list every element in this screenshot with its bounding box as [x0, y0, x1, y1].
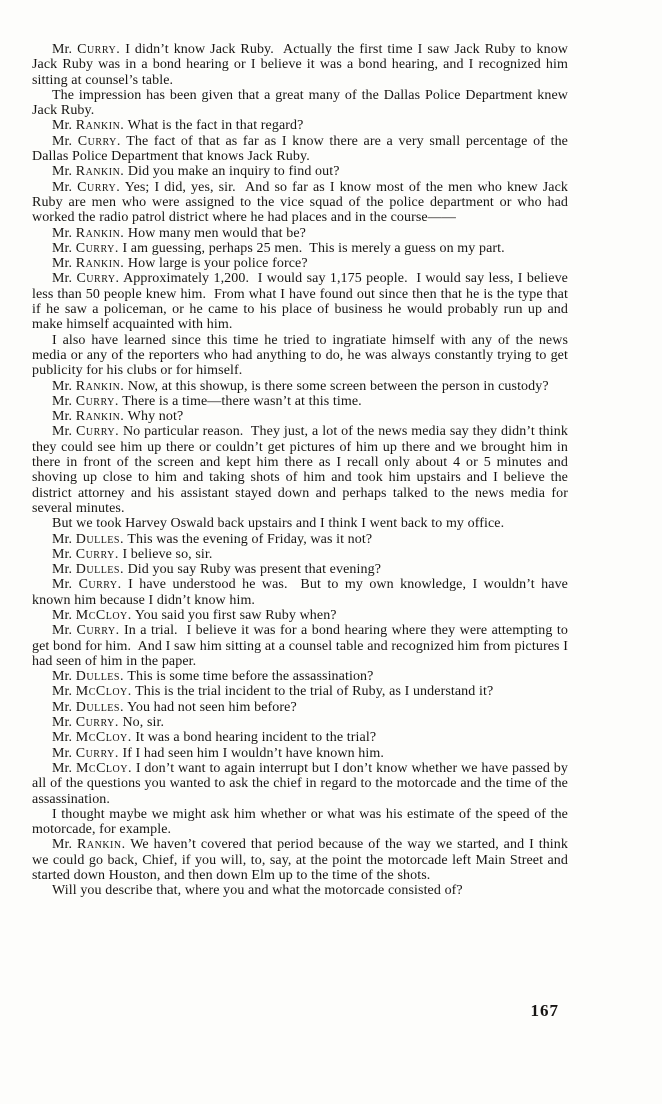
- transcript-paragraph: [32, 180, 568, 226]
- paragraph-text: Did you make an inquiry to find out?: [127, 164, 340, 180]
- paragraph-text: Now, at this showup, is there some screen between the person in custody?: [127, 378, 549, 394]
- speaker-label: [52, 532, 124, 547]
- speaker-name: McCloy.: [75, 607, 132, 623]
- speaker-label: [52, 562, 124, 577]
- speaker-name: Rankin.: [75, 409, 125, 425]
- speaker-label: [52, 715, 119, 730]
- transcript-paragraph: [32, 88, 568, 119]
- speaker-label: [52, 164, 124, 179]
- speaker-prefix: Mr.: [52, 118, 73, 134]
- speaker-prefix: Mr.: [52, 240, 73, 256]
- transcript-paragraph: [32, 684, 568, 699]
- speaker-prefix: Mr.: [52, 669, 73, 685]
- transcript-paragraph: [32, 669, 568, 684]
- speaker-label: [52, 134, 121, 149]
- speaker-prefix: Mr.: [52, 562, 73, 578]
- speaker-prefix: Mr.: [52, 409, 73, 425]
- speaker-name: Curry.: [75, 546, 119, 562]
- speaker-label: [52, 608, 132, 623]
- speaker-prefix: Mr.: [52, 164, 73, 180]
- speaker-prefix: Mr.: [52, 577, 73, 593]
- paragraph-text: Yes; I did, yes, sir. And so far as I know most of the men who knew Jack Ruby are men who were assigned to the vice squad of the police department or who had worked the radio patrol district where he had places and in the course——: [32, 179, 568, 226]
- transcript-paragraph: [32, 394, 568, 409]
- transcript-paragraph: [32, 761, 568, 807]
- transcript-paragraph: [32, 424, 568, 516]
- speaker-name: Rankin.: [75, 118, 125, 134]
- speaker-name: McCloy.: [75, 760, 132, 776]
- speaker-name: McCloy.: [75, 684, 132, 700]
- speaker-name: Curry.: [78, 577, 122, 593]
- speaker-name: Rankin.: [75, 164, 125, 180]
- speaker-name: Curry.: [75, 745, 119, 761]
- paragraph-text: I also have learned since this time he tried to ingratiate himself with any of the news media or any of the reporters who had anything to do, he was always constantly trying to get publicity for his clubs or for himself.: [32, 332, 568, 379]
- paragraph-text: The fact of that as far as I know there are a very small percentage of the Dallas Police Department that knows Jack Ruby.: [32, 133, 568, 165]
- speaker-label: [52, 226, 124, 241]
- transcript-paragraph: [32, 608, 568, 623]
- speaker-prefix: Mr.: [52, 546, 73, 562]
- paragraph-text: I don’t want to again interrupt but I don’t know whether we have passed by all of the questions you wanted to ask the chief in regard to the motorcade and the time of the assassination.: [32, 760, 568, 807]
- transcript-paragraph: [32, 241, 568, 256]
- speaker-prefix: Mr.: [52, 607, 73, 623]
- paragraph-text: You had not seen him before?: [127, 699, 297, 715]
- speaker-label: [52, 180, 120, 195]
- speaker-prefix: Mr.: [52, 730, 73, 746]
- paragraph-text: I thought maybe we might ask him whether or what was his estimate of the speed of the motorcade, for example.: [32, 806, 568, 838]
- paragraph-text: You said you first saw Ruby when?: [134, 607, 337, 623]
- speaker-label: [52, 837, 126, 852]
- paragraph-text: I have understood he was. But to my own knowledge, I wouldn’t have known him because I didn’t know him.: [32, 577, 568, 608]
- speaker-prefix: Mr.: [52, 699, 73, 715]
- speaker-label: [52, 241, 119, 256]
- paragraph-text: How many men would that be?: [127, 225, 306, 241]
- speaker-name: Curry.: [77, 133, 121, 149]
- paragraph-text: In a trial. I believe it was for a bond hearing where they were attempting to get bond for him. And I saw him sitting at a counsel table and recognized him from pictures I had seen of him in the paper.: [32, 623, 568, 669]
- speaker-label: [52, 394, 119, 409]
- transcript-paragraph: [32, 715, 568, 730]
- transcript-paragraph: [32, 577, 568, 608]
- paragraph-text: I didn’t know Jack Ruby. Actually the first time I saw Jack Ruby to know Jack Ruby was in a bond hearing or I believe it was a bond hearing, and I recognized him sitting at counsel’s table.: [32, 42, 568, 88]
- transcript-paragraph: [32, 883, 568, 898]
- speaker-name: Curry.: [76, 424, 120, 440]
- transcript-paragraph: [32, 379, 568, 394]
- speaker-prefix: Mr.: [52, 225, 73, 241]
- speaker-label: [52, 700, 124, 715]
- speaker-name: McCloy.: [75, 730, 132, 746]
- speaker-name: Curry.: [75, 393, 119, 409]
- speaker-prefix: Mr.: [52, 271, 73, 287]
- speaker-label: [52, 669, 124, 684]
- paragraph-text: Why not?: [127, 409, 184, 425]
- paragraph-text: What is the fact in that regard?: [127, 118, 304, 134]
- speaker-label: [52, 547, 119, 562]
- transcript-paragraph: [32, 118, 568, 133]
- speaker-name: Curry.: [77, 179, 121, 195]
- transcript-paragraph: [32, 409, 568, 424]
- speaker-prefix: Mr.: [52, 256, 73, 272]
- paragraph-text: How large is your police force?: [127, 256, 308, 272]
- paragraph-text: This was the evening of Friday, was it not?: [127, 531, 373, 547]
- transcript-paragraph: [32, 807, 568, 838]
- speaker-label: [52, 424, 119, 439]
- transcript-paragraph: [32, 532, 568, 547]
- paragraph-text: It was a bond hearing incident to the trial?: [135, 730, 377, 746]
- speaker-name: Dulles.: [75, 699, 124, 715]
- transcript-paragraph: [32, 516, 568, 531]
- speaker-label: [52, 118, 124, 133]
- speaker-prefix: Mr.: [52, 623, 73, 639]
- page-number: 167: [530, 1001, 559, 1020]
- speaker-prefix: Mr.: [52, 179, 73, 195]
- speaker-name: Rankin.: [75, 225, 125, 241]
- paragraph-text: No particular reason. They just, a lot of the news media say they didn’t think they could see him up there or couldn’t get pictures of him up there and we brought him in there in front of the screen and kept him there as I recall only about 4 or 5 minutes and shoving up close to him and taking shots of him and took him upstairs and I believe the district attorney and his assistant stayed down and perhaps talked to the news media for several minutes.: [32, 424, 568, 516]
- paragraph-text: There is a time—there wasn’t at this time.: [122, 393, 362, 409]
- transcript-paragraph: [32, 134, 568, 165]
- paragraph-text: No, sir.: [122, 715, 165, 731]
- speaker-label: [52, 256, 124, 271]
- speaker-label: [52, 623, 120, 638]
- paragraph-text: But we took Harvey Oswald back upstairs and I think I went back to my office.: [52, 516, 505, 532]
- speaker-label: [52, 379, 124, 394]
- speaker-name: Curry.: [75, 715, 119, 731]
- speaker-label: [52, 409, 124, 424]
- transcript-paragraph: [32, 333, 568, 379]
- speaker-label: [52, 684, 132, 699]
- speaker-label: [52, 271, 120, 286]
- speaker-prefix: Mr.: [52, 531, 73, 547]
- speaker-name: Rankin.: [77, 837, 126, 853]
- transcript: [32, 42, 568, 899]
- speaker-name: Dulles.: [75, 669, 124, 685]
- paragraph-text: If I had seen him I wouldn’t have known him.: [122, 745, 384, 761]
- speaker-name: Rankin.: [75, 256, 125, 272]
- transcript-paragraph: [32, 623, 568, 669]
- paragraph-text: Will you describe that, where you and what the motorcade consisted of?: [52, 883, 463, 899]
- transcript-paragraph: [32, 547, 568, 562]
- speaker-label: [52, 577, 122, 592]
- transcript-paragraph: [32, 746, 568, 761]
- speaker-prefix: Mr.: [52, 42, 73, 57]
- speaker-prefix: Mr.: [52, 393, 73, 409]
- speaker-prefix: Mr.: [52, 745, 73, 761]
- speaker-name: Curry.: [77, 42, 121, 57]
- speaker-prefix: Mr.: [52, 424, 73, 440]
- transcript-paragraph: [32, 164, 568, 179]
- paragraph-text: I am guessing, perhaps 25 men. This is merely a guess on my part.: [122, 240, 505, 256]
- transcript-paragraph: [32, 271, 568, 332]
- speaker-prefix: Mr.: [52, 378, 73, 394]
- paragraph-text: I believe so, sir.: [122, 546, 213, 562]
- speaker-prefix: Mr.: [52, 715, 73, 731]
- speaker-name: Curry.: [75, 240, 119, 256]
- speaker-name: Rankin.: [75, 378, 125, 394]
- transcript-paragraph: [32, 256, 568, 271]
- speaker-label: [52, 730, 132, 745]
- paragraph-text: Approximately 1,200. I would say 1,175 people. I would say less, I believe less than 50 people knew him. From what I have found out since then that he is the type that if he saw a policeman, or he came to his place of business he would probably run up and make himself acquainted with him.: [32, 271, 568, 333]
- paragraph-text: Did you say Ruby was present that evening?: [127, 562, 382, 578]
- speaker-label: [52, 746, 119, 761]
- transcript-paragraph: [32, 226, 568, 241]
- paragraph-text: This is some time before the assassination?: [127, 669, 374, 685]
- speaker-prefix: Mr.: [52, 684, 73, 700]
- speaker-label: [52, 42, 120, 57]
- speaker-prefix: Mr.: [52, 837, 73, 853]
- transcript-paragraph: [32, 837, 568, 883]
- speaker-name: Curry.: [76, 623, 120, 639]
- speaker-name: Dulles.: [75, 562, 124, 578]
- speaker-name: Dulles.: [75, 531, 124, 547]
- transcript-paragraph: [32, 42, 568, 88]
- speaker-name: Curry.: [76, 271, 120, 287]
- transcript-paragraph: [32, 700, 568, 715]
- speaker-prefix: Mr.: [52, 760, 73, 776]
- transcript-paragraph: [32, 562, 568, 577]
- paragraph-text: The impression has been given that a great many of the Dallas Police Department knew Jack Ruby.: [32, 87, 568, 119]
- paragraph-text: We haven’t covered that period because of the way we started, and I think we could go back, Chief, if you will, to, say, at the point the motorcade left Main Street and started down Houston, and then down Elm up to the time of the shots.: [32, 837, 568, 884]
- transcript-paragraph: [32, 730, 568, 745]
- speaker-prefix: Mr.: [52, 133, 73, 149]
- paragraph-text: This is the trial incident to the trial of Ruby, as I understand it?: [135, 684, 494, 700]
- speaker-label: [52, 761, 132, 776]
